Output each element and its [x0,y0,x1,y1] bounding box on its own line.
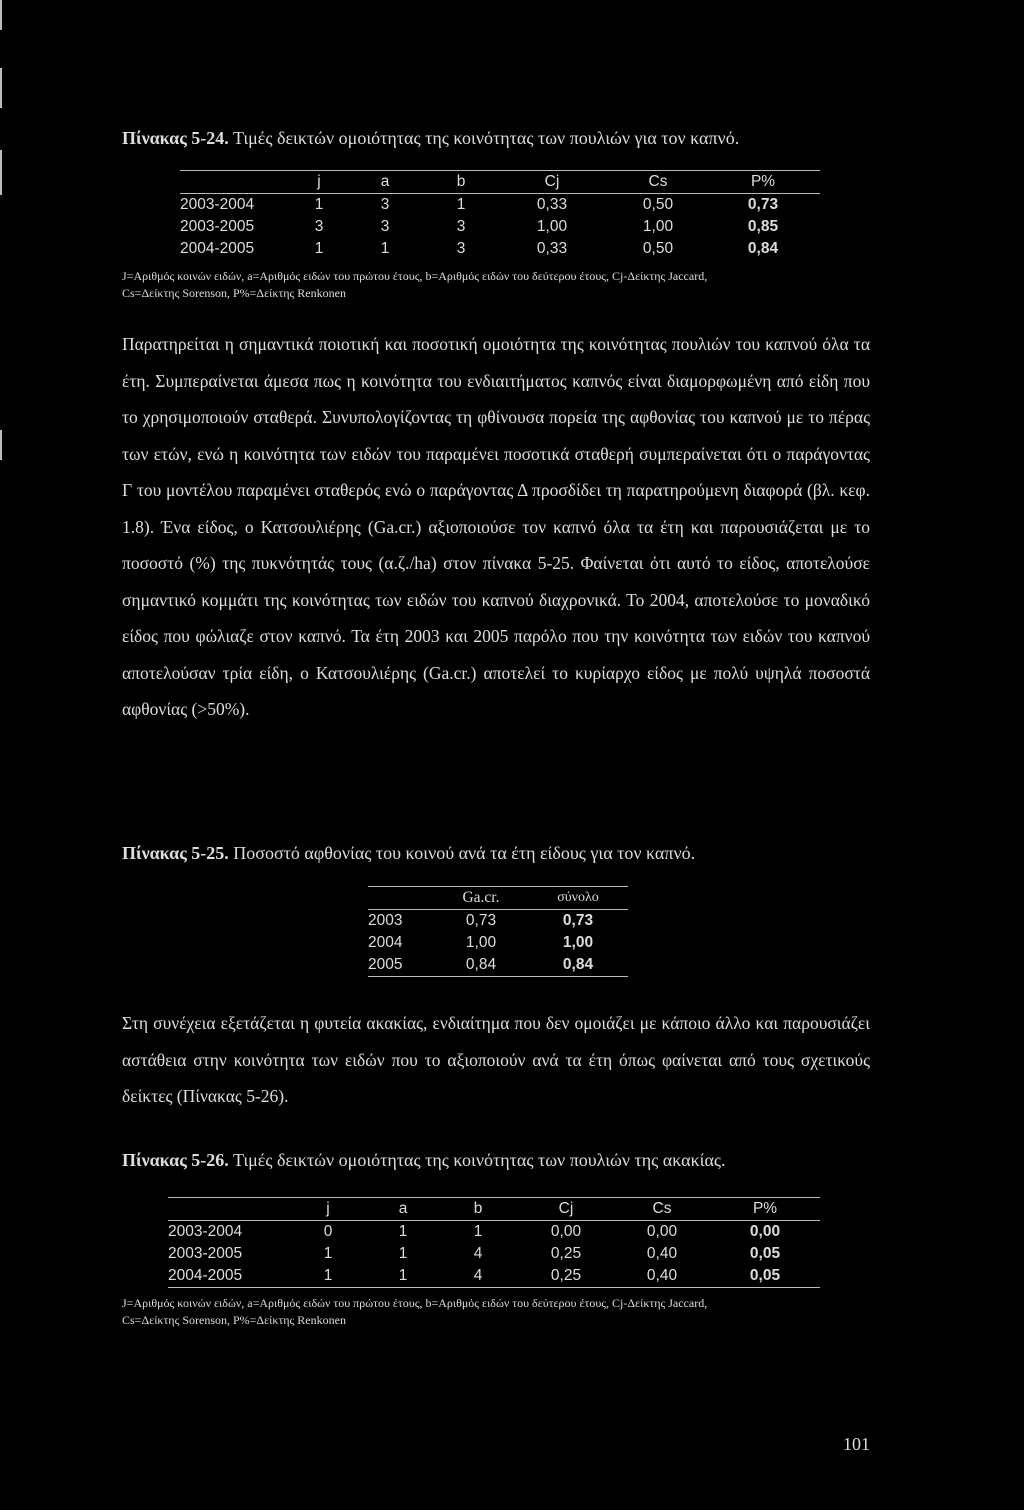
body-paragraph: Στη συνέχεια εξετάζεται η φυτεία ακακίας, ενδιαίτημα που δεν ομοιάζει με κάποιο άλλο και παρουσιάζει αστάθεια στην κοινότητα των ειδών που το αξιοποιούν ανά τα έτη όπως φαίνεται από τους σχετικούς δείκτες (Πίνακας 5-26). [122,1013,870,1106]
table-cell: 2004-2005 [180,240,255,257]
table-5-24-caption [122,128,739,149]
table-5-24-caption-text: Τιμές δεικτών ομοιότητας της κοινότητας των πουλιών για τον καπνό. [228,128,740,148]
table-cell: 2003 [368,912,403,929]
table-cell: 3 [380,196,390,213]
table-cell: 0,33 [536,240,568,257]
table-header: a [342,171,428,194]
table-header [168,1198,288,1221]
table-header: j [296,171,342,194]
table-5-26-caption [122,1150,726,1171]
table-5-25 [368,886,628,977]
table-cell: 0,00 [646,1223,678,1240]
table-cell: 4 [438,1265,518,1288]
table-header: Cs [610,171,706,194]
table-cell: 2003-2004 [168,1223,243,1240]
table-cell: 3 [456,218,466,235]
table-cell: 2003-2005 [180,218,255,235]
table-5-25-caption-text: Ποσοστό αφθονίας του κοινού ανά τα έτη είδους για τον καπνό. [228,843,696,863]
body-paragraph: Παρατηρείται η σημαντικά ποιοτική και ποσοτική ομοιότητα της κοινότητας πουλιών του καπνού όλα τα έτη. Συμπεραίνεται άμεσα πως η κοινότητα του ενδιαιτήματος καπνός είναι διαμορφωμένη από είδη που το χρησιμοποιούν σταθερά. Συνυπολογίζοντας τη φθίνουσα πορεία της αφθονίας του καπνού με το πέρας των ετών, ενώ η κοινότητα των ειδών του παραμένει ποσοτικά σταθερή συμπεραίνεται ότι ο παράγοντας Γ του μοντέλου παραμένει σταθερός ενώ ο παράγοντας Δ προσδίδει τη παρατηρούμενη διαφορά (βλ. κεφ. 1.8). Ένα είδος, ο Κατσουλιέρης (Ga.cr.) αξιοποιούσε τον καπνό όλα τα έτη και παρουσιάζεται με το ποσοστό (%) της πυκνότητάς τους (α.ζ./ha) στον πίνακα 5-25. Φαίνεται ότι αυτό το είδος, αποτελούσε σημαντικό κομμάτι της κοινότητας των ειδών του καπνού διαχρονικά. Το 2004, αποτελούσε το μοναδικό είδος που φώλιαζε στον καπνό. Τα έτη 2003 και 2005 παρόλο που την κοινότητα των ειδών του καπνού αποτελούσαν τρία είδη, ο Κατσουλιέρης (Ga.cr.) αποτελεί το κυρίαρχο είδος με πολύ υψηλά ποσοστά αφθονίας (>50%). [122,334,870,719]
table-cell: 2004-2005 [168,1265,288,1288]
table-header: b [428,171,494,194]
table-cell: 0,05 [710,1265,820,1288]
table-cell: 1 [288,1265,368,1288]
table-cell: 1 [473,1223,483,1240]
table-cell: 1 [398,1245,408,1262]
table-row [180,216,820,238]
table-cell: 1,00 [465,934,497,951]
table-header: Cj [494,171,610,194]
table-cell: 0,00 [749,1223,781,1240]
table-5-26 [168,1197,820,1288]
table-cell: 0,84 [434,954,528,977]
table-cell: 1 [314,196,324,213]
table-cell: 4 [473,1245,483,1262]
table-cell: 0,40 [646,1245,678,1262]
table-5-26-footnote [122,1295,882,1329]
table-5-24-caption-label: Πίνακας 5-24. [122,128,229,148]
table-cell: 1 [380,240,390,257]
table-cell: 1 [323,1245,333,1262]
table-header: j [288,1198,368,1221]
table-cell: 0,50 [642,240,674,257]
table-row [368,932,628,954]
table-cell: 0,85 [747,218,779,235]
table-header: Cj [518,1198,614,1221]
table-header: Cs [614,1198,710,1221]
table-row [168,1265,820,1288]
table-5-24 [180,170,820,260]
footnote-line: Cs=Δείκτης Sorenson, P%=Δείκτης Renkonen [122,1313,346,1327]
table-row [368,910,628,933]
table-header: P% [706,171,820,194]
table-cell: 3 [314,218,324,235]
scan-edge-mark [0,150,2,195]
table-row [168,1221,820,1244]
table-cell: 3 [380,218,390,235]
table-cell: 0,25 [518,1265,614,1288]
table-cell: 1 [368,1265,438,1288]
table-cell: 0,50 [642,196,674,213]
table-header: σύνολο [528,887,628,910]
table-row [368,954,628,977]
table-cell: 0,73 [562,912,594,929]
footnote-line: J=Αριθμός κοινών ειδών, a=Αριθμός ειδών του πρώτου έτους, b=Αριθμός ειδών του δεύτερου έτους, Cj-Δείκτης Jaccard, [122,1296,708,1310]
table-cell: 2003-2005 [168,1245,243,1262]
table-5-26-caption-text: Τιμές δεικτών ομοιότητας της κοινότητας των πουλιών της ακακίας. [228,1150,726,1170]
table-row [180,238,820,260]
table-cell: 2005 [368,954,434,977]
table-cell: 1,00 [536,218,568,235]
table-cell: 1 [456,196,466,213]
table-cell: 0 [323,1223,333,1240]
table-header: Ga.cr. [434,887,528,910]
table-cell: 1,00 [562,934,594,951]
table-header: a [368,1198,438,1221]
footnote-line: J=Αριθμός κοινών ειδών, a=Αριθμός ειδών του πρώτου έτους, b=Αριθμός ειδών του δεύτερου έτους, Cj-Δείκτης Jaccard, [122,269,708,283]
table-cell: 1 [398,1223,408,1240]
table-cell: 0,05 [749,1245,781,1262]
table-cell: 0,84 [528,954,628,977]
table-row [180,194,820,217]
table-5-24-footnote [122,268,882,302]
table-header [368,887,434,910]
table-cell: 0,84 [747,240,779,257]
scan-edge-mark [0,68,2,108]
table-cell: 2003-2004 [180,196,255,213]
table-row [168,1243,820,1265]
table-cell: 0,33 [536,196,568,213]
table-cell: 0,73 [465,912,497,929]
table-header [180,171,296,194]
table-cell: 3 [456,240,466,257]
table-header: b [438,1198,518,1221]
table-cell: 1,00 [642,218,674,235]
scan-edge-mark [0,0,2,30]
footnote-line: Cs=Δείκτης Sorenson, P%=Δείκτης Renkonen [122,286,346,300]
table-cell: 2004 [368,934,403,951]
table-cell: 0,73 [747,196,779,213]
table-cell: 0,25 [550,1245,582,1262]
scan-edge-mark [0,430,2,460]
page-number: 101 [843,1434,870,1454]
table-cell: 1 [314,240,324,257]
table-5-25-caption-label: Πίνακας 5-25. [122,843,229,863]
table-cell: 0,00 [550,1223,582,1240]
table-5-25-caption [122,843,695,864]
table-cell: 0,40 [614,1265,710,1288]
table-header: P% [710,1198,820,1221]
table-5-26-caption-label: Πίνακας 5-26. [122,1150,229,1170]
